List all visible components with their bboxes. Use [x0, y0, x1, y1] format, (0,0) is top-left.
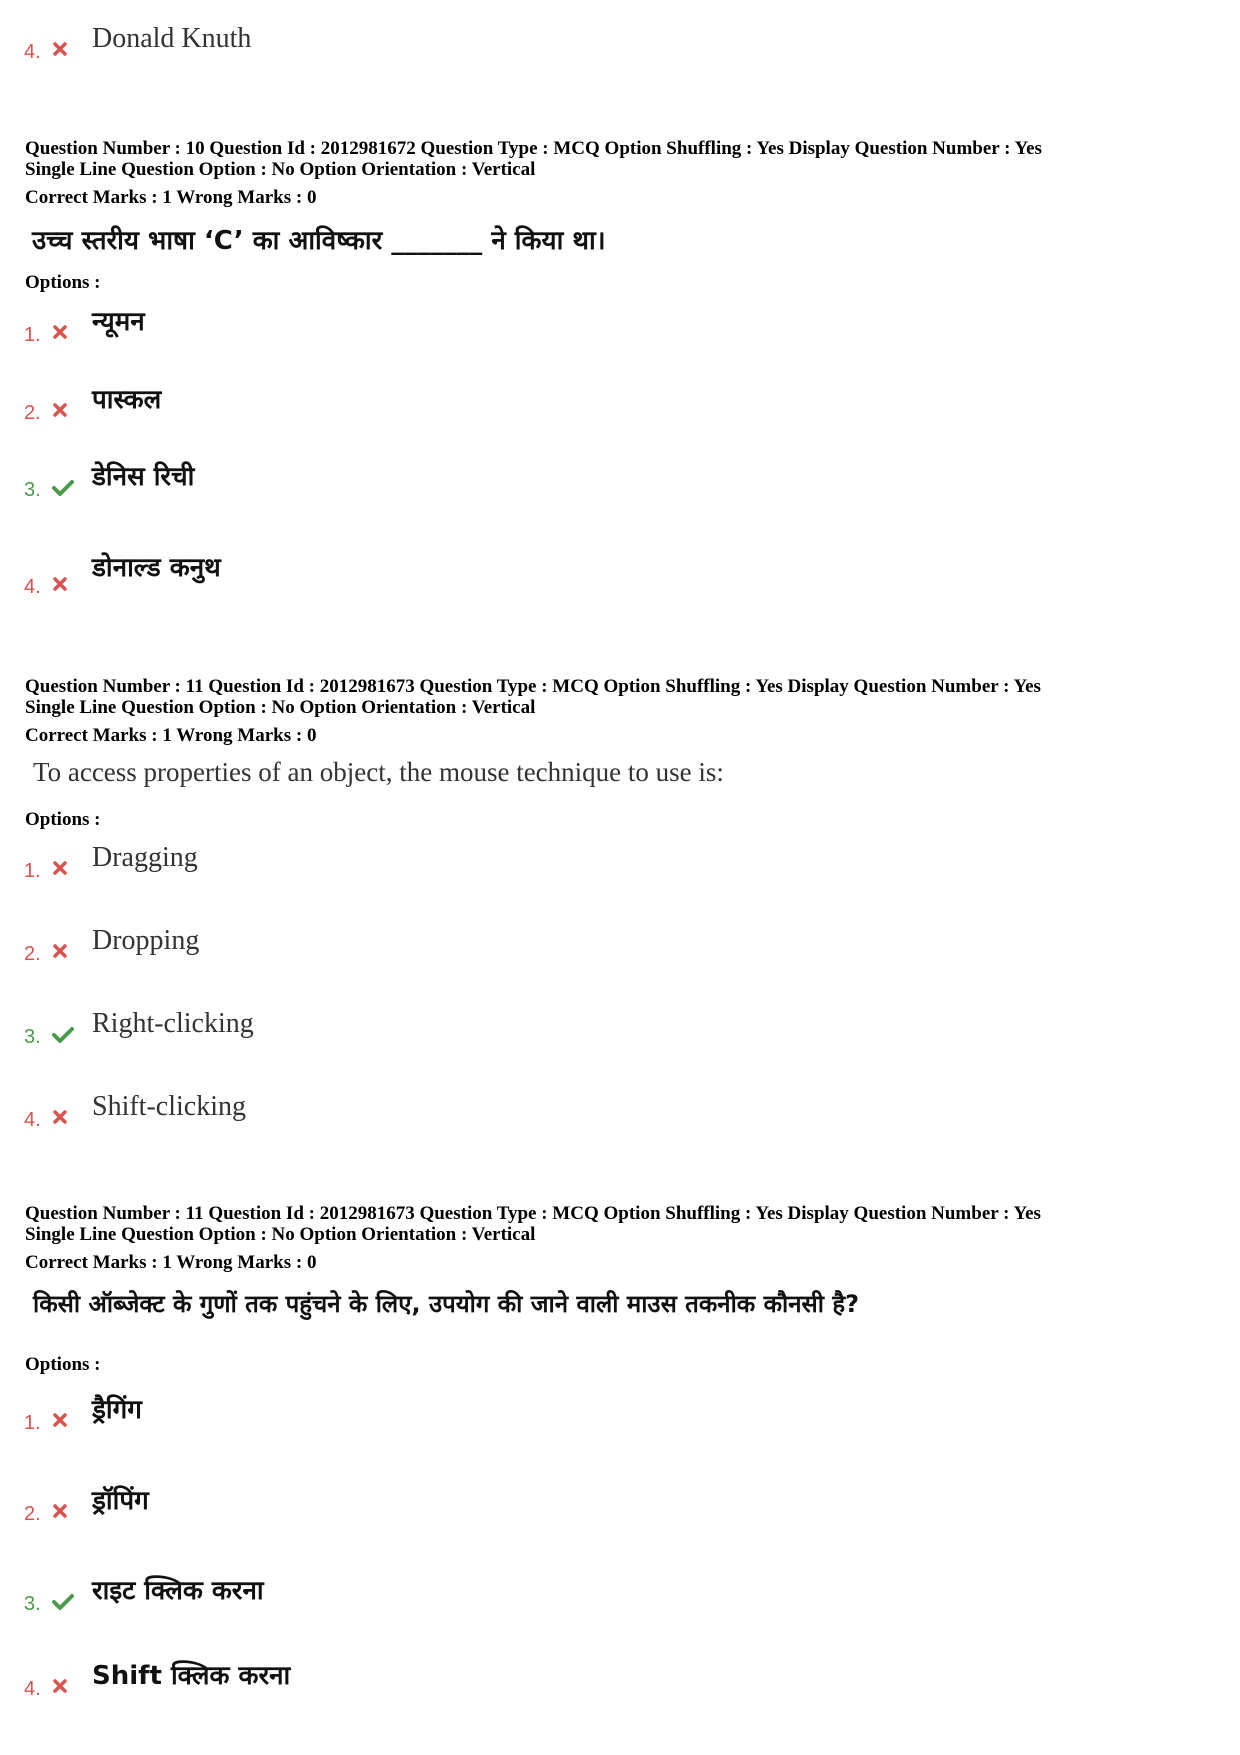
- option-number: 1.: [24, 860, 41, 882]
- option-number: 4.: [24, 1678, 41, 1700]
- question-text: किसी ऑब्जेक्ट के गुणों तक पहुंचने के लिए, उपयोग की जाने वाली माउस तकनीक कौनसी है?: [33, 1290, 860, 1318]
- question-meta-line1: Question Number : 10 Question Id : 2012981672 Question Type : MCQ Option Shuffling : Yes Display Question Number : Yes: [25, 138, 1042, 159]
- option-number: 1.: [24, 1412, 41, 1434]
- cross-icon: [53, 861, 67, 875]
- question-text: उच्च स्तरीय भाषा ‘C’ का आविष्कार _______ ने किया था।: [32, 226, 606, 256]
- question-marks: Correct Marks : 1 Wrong Marks : 0: [25, 187, 317, 208]
- cross-icon: [53, 1110, 67, 1124]
- option-text: Shift क्लिक करना: [92, 1661, 291, 1691]
- option-text: पास्कल: [92, 385, 162, 415]
- option-text: Dragging: [92, 842, 198, 873]
- option-number: 4.: [24, 41, 41, 63]
- options-label: Options :: [25, 1354, 101, 1375]
- cross-icon: [53, 577, 67, 591]
- option-number: 4.: [24, 576, 41, 598]
- question-meta-line2: Single Line Question Option : No Option Orientation : Vertical: [25, 697, 536, 718]
- option-number: 3.: [24, 1026, 41, 1048]
- check-icon: [52, 1026, 74, 1044]
- question-text: To access properties of an object, the mouse technique to use is:: [33, 757, 724, 787]
- option-text: Shift-clicking: [92, 1091, 246, 1122]
- option-number: 2.: [24, 1503, 41, 1525]
- question-meta-line2: Single Line Question Option : No Option Orientation : Vertical: [25, 159, 536, 180]
- options-label: Options :: [25, 272, 101, 293]
- cross-icon: [53, 944, 67, 958]
- cross-icon: [53, 1504, 67, 1518]
- question-marks: Correct Marks : 1 Wrong Marks : 0: [25, 725, 317, 746]
- option-number: 1.: [24, 324, 41, 346]
- check-icon: [52, 479, 74, 497]
- question-meta-line1: Question Number : 11 Question Id : 2012981673 Question Type : MCQ Option Shuffling : Yes Display Question Number : Yes: [25, 676, 1041, 697]
- option-text: राइट क्लिक करना: [92, 1576, 264, 1606]
- option-text: ड्रॉपिंग: [92, 1486, 149, 1516]
- question-meta-line2: Single Line Question Option : No Option Orientation : Vertical: [25, 1224, 536, 1245]
- option-text: न्यूमन: [92, 307, 145, 337]
- cross-icon: [53, 403, 67, 417]
- option-text: Donald Knuth: [92, 23, 252, 54]
- cross-icon: [53, 325, 67, 339]
- option-text: डेनिस रिची: [92, 462, 195, 492]
- option-number: 3.: [24, 1593, 41, 1615]
- options-label: Options :: [25, 809, 101, 830]
- option-number: 2.: [24, 943, 41, 965]
- option-text: Dropping: [92, 925, 200, 956]
- cross-icon: [53, 42, 67, 56]
- cross-icon: [53, 1679, 67, 1693]
- cross-icon: [53, 1413, 67, 1427]
- option-text: ड्रैगिंग: [92, 1395, 142, 1425]
- check-icon: [52, 1593, 74, 1611]
- option-text: Right-clicking: [92, 1008, 254, 1039]
- option-number: 3.: [24, 479, 41, 501]
- option-number: 2.: [24, 402, 41, 424]
- question-marks: Correct Marks : 1 Wrong Marks : 0: [25, 1252, 317, 1273]
- question-meta-line1: Question Number : 11 Question Id : 2012981673 Question Type : MCQ Option Shuffling : Yes Display Question Number : Yes: [25, 1203, 1041, 1224]
- option-number: 4.: [24, 1109, 41, 1131]
- option-text: डोनाल्ड कनुथ: [92, 553, 221, 583]
